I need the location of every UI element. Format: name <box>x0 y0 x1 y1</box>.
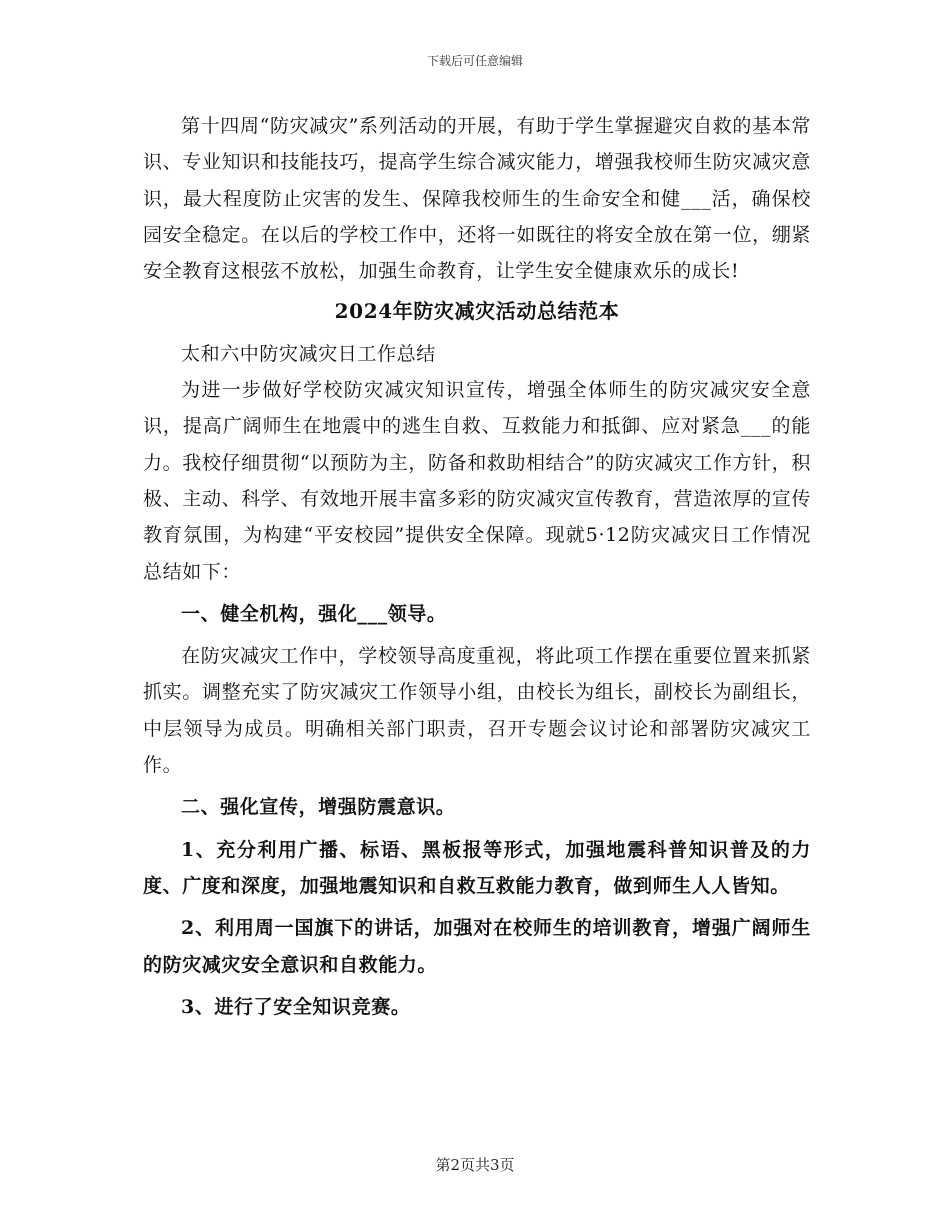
section-subtitle: 太和六中防灾减灾日工作总结 <box>181 342 436 365</box>
heading-2: 二、强化宣传，增强防震意识。 <box>181 796 456 819</box>
list-item-2: 2、利用周一国旗下的讲话，加强对在校师生的培训教育，增强广阔师生的防灾减灾安全意识和自救能力。 <box>143 917 811 976</box>
list-item-3: 3、进行了安全知识竞赛。 <box>181 995 411 1018</box>
list-item-1: 1、充分利用广播、标语、黑板报等形式，加强地震科普知识普及的力度、广度和深度，加强地震知识和自救互救能力教育，做到师生人人皆知。 <box>143 838 811 897</box>
paragraph-intro: 第十四周“防灾减灾”系列活动的开展，有助于学生掌握避灾自救的基本常识、专业知识和技能技巧，提高学生综合减灾能力，增强我校师生防灾减灾意识，最大程度防止灾害的发生、保障我校师生的生命安全和健___活，确保校园安全稳定。在以后的学校工作中，还将一如既往的将安全放在第一位，绷紧安全教育这根弦不放松，加强生命教育，让学生安全健康欢乐的成长! <box>143 115 811 283</box>
document-title: 2024年防灾减灾活动总结范本 <box>334 299 620 324</box>
heading-1: 一、健全机构，强化___领导。 <box>181 602 447 625</box>
page-footer: 第2页共3页 <box>435 1156 515 1174</box>
paragraph-organization: 在防灾减灾工作中，学校领导高度重视，将此项工作摆在重要位置来抓紧抓实。调整充实了防灾减灾工作领导小组，由校长为组长，副校长为副组长，中层领导为成员。明确相关部门职责，召开专题会议讨论和部署防灾减灾工作。 <box>143 645 811 777</box>
page-header: 下载后可任意编辑 <box>426 54 523 68</box>
paragraph-overview: 为进一步做好学校防灾减灾知识宣传，增强全体师生的防灾减灾安全意识，提高广阔师生在地震中的逃生自救、互救能力和抵御、应对紧急___的能力。我校仔细贯彻“以预防为主，防备和救助相结合”的防灾减灾工作方针，积极、主动、科学、有效地开展丰富多彩的防灾减灾宣传教育，营造浓厚的宣传教育氛围，为构建“平安校园”提供安全保障。现就5·12防灾减灾日工作情况总结如下： <box>143 379 811 583</box>
document-body <box>143 108 811 1025</box>
